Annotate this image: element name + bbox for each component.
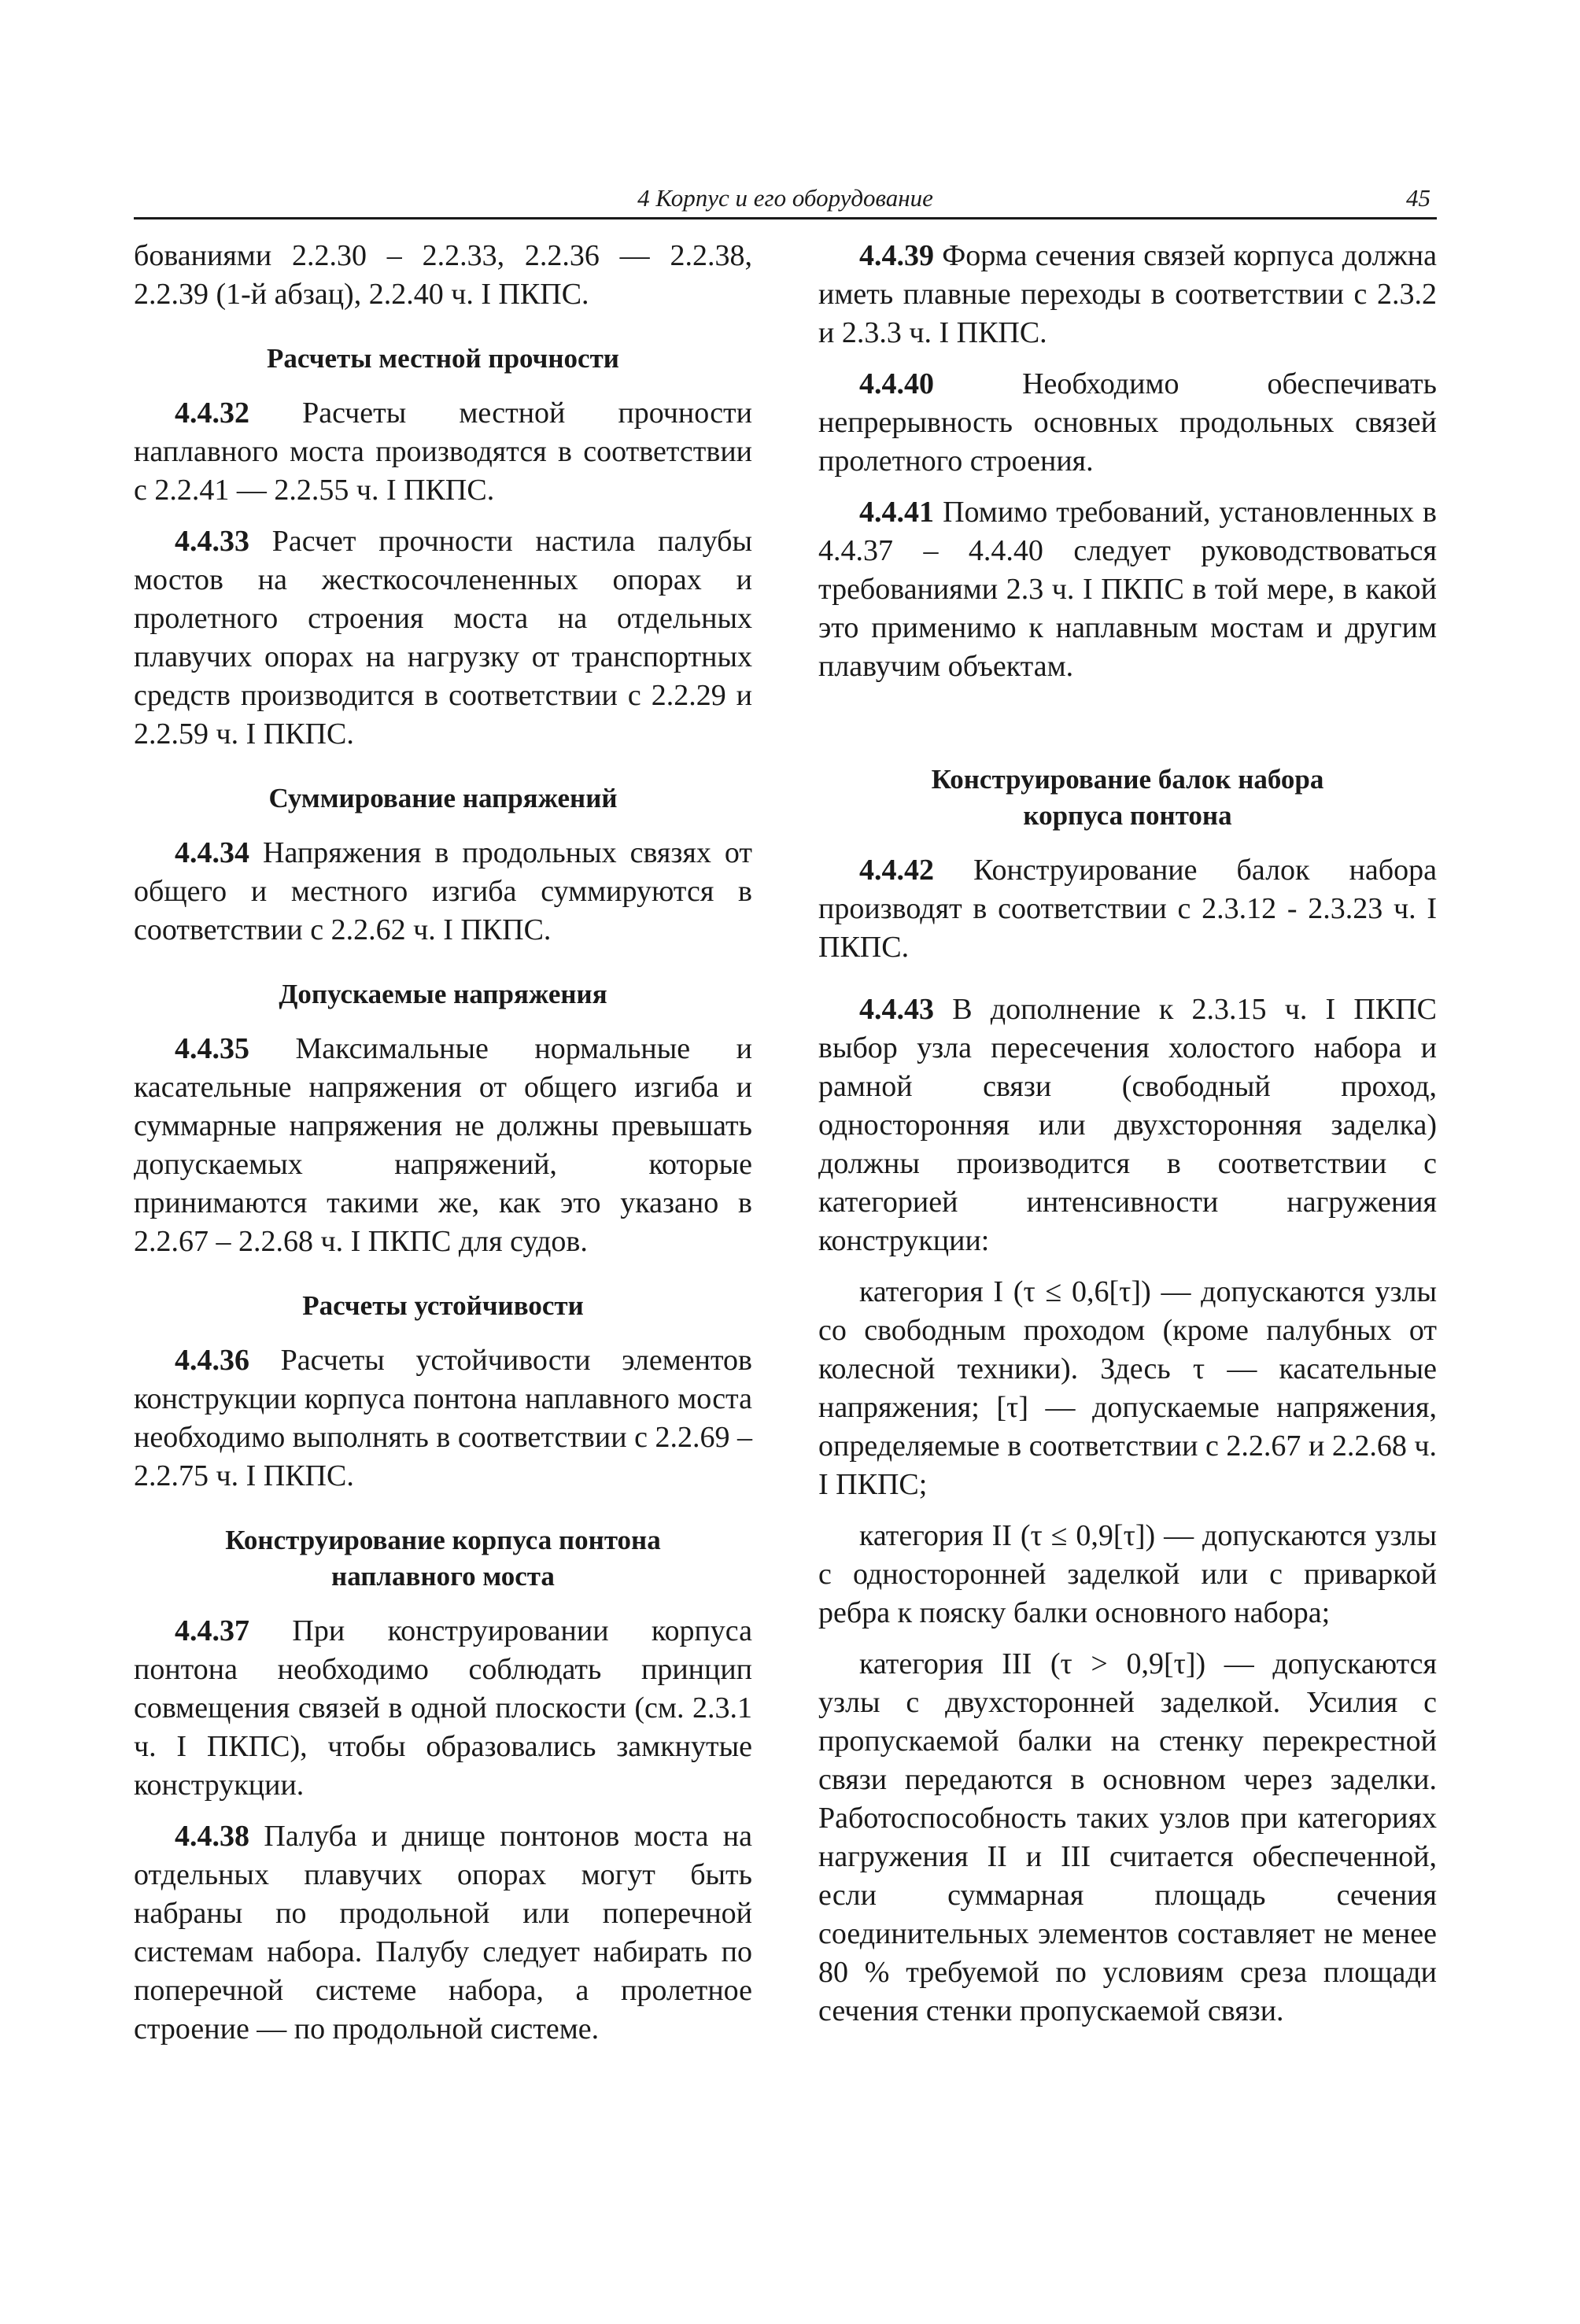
- clause-number: 4.4.35: [175, 1032, 249, 1065]
- paragraph-4-4-33: [134, 522, 752, 754]
- paragraph-4-4-34: [134, 834, 752, 950]
- clause-text: В дополнение к 2.3.15 ч. I ПКПС выбор узла пересечения холостого набора и рамной связи (свободный проход, односторонняя или двухсторонняя заделка) должны производится в соответствии с категорией интенсивности нагружения конструкции:: [818, 993, 1437, 1257]
- category-2-paragraph: категория II (τ ≤ 0,9[τ]) — допускаются узлы с односторонней заделкой или с приваркой ребра к пояску балки основного набора;: [818, 1519, 1437, 1629]
- paragraph-4-4-36: [134, 1341, 752, 1496]
- paragraph-4-4-37: [134, 1612, 752, 1805]
- clause-text: Расчет прочности настила палубы мостов на жесткосочлененных опорах и пролетного строения моста на отдельных плавучих опорах на нагрузку от транспортных средств производится в соответствии с 2.2.29 и 2.2.59 ч. I ПКПС.: [134, 525, 752, 751]
- heading-stability: Расчеты устойчивости: [302, 1290, 584, 1321]
- clause-text: При конструировании корпуса понтона необходимо соблюдать принцип совмещения связей в одной плоскости (см. 2.3.1 ч. I ПКПС), чтобы образовались замкнутые конструкции.: [134, 1614, 752, 1802]
- clause-number: 4.4.32: [175, 397, 249, 430]
- running-header: [134, 183, 1437, 219]
- paragraph-4-4-32: [134, 394, 752, 510]
- page-number: 45: [1406, 184, 1430, 212]
- right-column: [818, 237, 1437, 2049]
- clause-number: 4.4.43: [859, 993, 934, 1026]
- paragraph-4-4-41: [818, 493, 1437, 686]
- clause-number: 4.4.41: [859, 496, 934, 529]
- heading-allowable-stress: Допускаемые напряжения: [279, 979, 607, 1009]
- clause-text: Помимо требований, установленных в 4.4.37 – 4.4.40 следует руководствоваться требованиями 2.3 ч. I ПКПС в той мере, в какой это применимо к наплавным мостам и другим плавучим объектам.: [818, 496, 1438, 683]
- clause-text: Расчеты местной прочности наплавного моста производятся в соответствии с 2.2.41 — 2.2.55 ч. I ПКПС.: [134, 397, 753, 507]
- paragraph-4-4-42: [818, 851, 1437, 967]
- category-3-paragraph: категория III (τ > 0,9[τ]) — допускаются узлы с двухсторонней заделкой. Усилия с пропускаемой балки на стенку перекрестной связи передаются в основном через заделки. Работоспособность таких узлов при категориях нагружения II и III считается обеспеченной, если суммарная площадь сечения соединительных элементов составляет не менее 80 % требуемой по условиям среза площади сечения стенки пропускаемой связи.: [818, 1647, 1437, 2027]
- heading-line-2: наплавного моста: [331, 1561, 555, 1592]
- paragraph-4-4-39: [818, 237, 1437, 352]
- heading-hull-design: [134, 1522, 752, 1595]
- clause-text: Палуба и днище понтонов моста на отдельных плавучих опорах могут быть набраны по продольной или поперечной системам набора. Палубу следует набирать по поперечной системе набора, а пролетное строение — по продольной системе.: [134, 1820, 753, 2045]
- text-columns: [134, 237, 1437, 2049]
- heading-stress-sum: Суммирование напряжений: [268, 783, 618, 813]
- clause-number: 4.4.40: [859, 367, 934, 400]
- clause-text: Конструирование балок набора производят в соответствии с 2.3.12 - 2.3.23 ч. I ПКПС.: [818, 854, 1437, 964]
- heading-line-1: Конструирование корпуса понтона: [225, 1525, 661, 1555]
- clause-number: 4.4.36: [175, 1344, 249, 1377]
- clause-number: 4.4.39: [859, 239, 934, 272]
- category-1-paragraph: категория I (τ ≤ 0,6[τ]) — допускаются узлы со свободным проходом (кроме палубных от колесной техники). Здесь τ — касательные напряжения; [τ] — допускаемые напряжения, определяемые в соответствии с 2.2.67 и 2.2.68 ч. I ПКПС;: [818, 1275, 1437, 1501]
- clause-number: 4.4.42: [859, 854, 934, 887]
- chapter-title: 4 Корпус и его оборудование: [637, 184, 933, 212]
- paragraph-4-4-40: [818, 365, 1437, 481]
- clause-text: Максимальные нормальные и касательные напряжения от общего изгиба и суммарные напряжения не должны превышать допускаемых напряжений, которые принимаются такими же, как это указано в 2.2.67 – 2.2.68 ч. I ПКПС для судов.: [134, 1032, 752, 1258]
- clause-text: Необходимо обеспечивать непрерывность основных продольных связей пролетного строения.: [818, 367, 1437, 478]
- clause-number: 4.4.34: [175, 836, 249, 869]
- clause-number: 4.4.38: [175, 1820, 249, 1853]
- heading-line-2: корпуса понтона: [1023, 800, 1232, 831]
- left-column: [134, 237, 752, 2049]
- clause-text: Расчеты устойчивости элементов конструкции корпуса понтона наплавного моста необходимо выполнять в соответствии с 2.2.69 – 2.2.75 ч. I ПКПС.: [134, 1344, 752, 1492]
- clause-number: 4.4.37: [175, 1614, 249, 1647]
- clause-text: Напряжения в продольных связях от общего и местного изгиба суммируются в соответствии с 2.2.62 ч. I ПКПС.: [134, 836, 753, 946]
- paragraph-4-4-38: [134, 1817, 752, 2049]
- heading-line-1: Конструирование балок набора: [931, 764, 1324, 795]
- heading-beam-design: [818, 762, 1437, 834]
- clause-number: 4.4.33: [175, 525, 249, 558]
- page: [134, 183, 1437, 2049]
- paragraph-4-4-35: [134, 1030, 752, 1261]
- paragraph-4-4-43: [818, 990, 1437, 1260]
- intro-paragraph: бованиями 2.2.30 – 2.2.33, 2.2.36 — 2.2.38, 2.2.39 (1-й абзац), 2.2.40 ч. I ПКПС.: [134, 239, 752, 311]
- heading-local-strength: Расчеты местной прочности: [267, 343, 619, 374]
- clause-text: Форма сечения связей корпуса должна иметь плавные переходы в соответствии с 2.3.2 и 2.3.3 ч. I ПКПС.: [818, 239, 1438, 349]
